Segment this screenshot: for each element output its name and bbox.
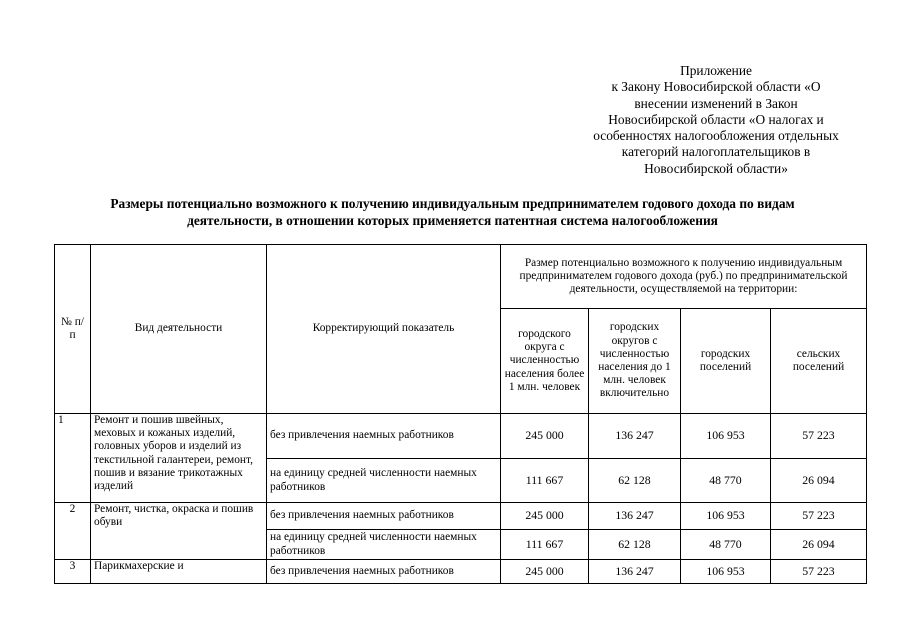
income-table (54, 244, 867, 584)
row-activity: Ремонт, чистка, окраска и пошив обуви (91, 503, 267, 560)
table-row (55, 414, 867, 459)
annex-line: Новосибирской области «О налогах и (608, 111, 824, 127)
header-cities-up-to-1m: городских округов с численностью населения до 1 млн. человек включительно (589, 309, 681, 414)
header-urban-settlements: городских поселений (681, 309, 771, 414)
value-rural-settlements: 57 223 (771, 414, 867, 459)
header-activity: Вид деятельности (91, 245, 267, 414)
row-indicator: без привлечения наемных работников (267, 414, 501, 459)
value-cities-up-to-1m: 62 128 (589, 459, 681, 503)
value-city-over-1m: 245 000 (501, 560, 589, 584)
value-rural-settlements: 26 094 (771, 530, 867, 560)
row-indicator: на единицу средней численности наемных работников (267, 459, 501, 503)
row-indicator: без привлечения наемных работников (267, 560, 501, 584)
value-urban-settlements: 48 770 (681, 530, 771, 560)
value-urban-settlements: 106 953 (681, 503, 771, 530)
value-city-over-1m: 245 000 (501, 503, 589, 530)
value-rural-settlements: 57 223 (771, 560, 867, 584)
annex-line: категорий налогоплательщиков в (621, 144, 811, 160)
header-row (55, 245, 867, 309)
value-city-over-1m: 111 667 (501, 459, 589, 503)
header-rural-settlements: сельских поселений (771, 309, 867, 414)
value-city-over-1m: 245 000 (501, 414, 589, 459)
value-urban-settlements: 48 770 (681, 459, 771, 503)
annex-line: Новосибирской области» (644, 160, 788, 176)
value-urban-settlements: 106 953 (681, 560, 771, 584)
title-line: деятельности, в отношении которых применяется патентная система налогообложения (187, 212, 718, 228)
annex-line: особенностях налогообложения отдельных (593, 128, 839, 144)
annex-line: к Закону Новосибирской области «О (611, 79, 821, 95)
table-row (55, 560, 867, 584)
value-cities-up-to-1m: 136 247 (589, 560, 681, 584)
row-number: 1 (55, 414, 91, 503)
table-row (55, 503, 867, 530)
value-urban-settlements: 106 953 (681, 414, 771, 459)
title-line: Размеры потенциально возможного к получению индивидуальным предпринимателем годового дохода по видам (110, 196, 795, 211)
value-city-over-1m: 111 667 (501, 530, 589, 560)
value-rural-settlements: 26 094 (771, 459, 867, 503)
value-cities-up-to-1m: 136 247 (589, 503, 681, 530)
header-number: № п/п (55, 245, 91, 414)
annex-block (565, 63, 867, 177)
annex-line: внесении изменений в Закон (634, 95, 798, 111)
annex-line: Приложение (680, 63, 752, 78)
value-cities-up-to-1m: 136 247 (589, 414, 681, 459)
document-title (40, 196, 865, 229)
value-cities-up-to-1m: 62 128 (589, 530, 681, 560)
row-number: 2 (55, 503, 91, 560)
value-rural-settlements: 57 223 (771, 503, 867, 530)
row-indicator: без привлечения наемных работников (267, 503, 501, 530)
row-indicator: на единицу средней численности наемных работников (267, 530, 501, 560)
header-income-group: Размер потенциально возможного к получению индивидуальным предпринимателем годового дохода (руб.) по предпринимательской деятельности, осуществляемой на территории: (501, 245, 867, 309)
row-activity: Парикмахерские и (91, 560, 267, 584)
header-indicator: Корректирующий показатель (267, 245, 501, 414)
row-number: 3 (55, 560, 91, 584)
header-city-over-1m: городского округа с численностью населения более 1 млн. человек (501, 309, 589, 414)
row-activity: Ремонт и пошив швейных, меховых и кожаных изделий, головных уборов и изделий из текстильной галантереи, ремонт, пошив и вязание трикотажных изделий (91, 414, 267, 503)
